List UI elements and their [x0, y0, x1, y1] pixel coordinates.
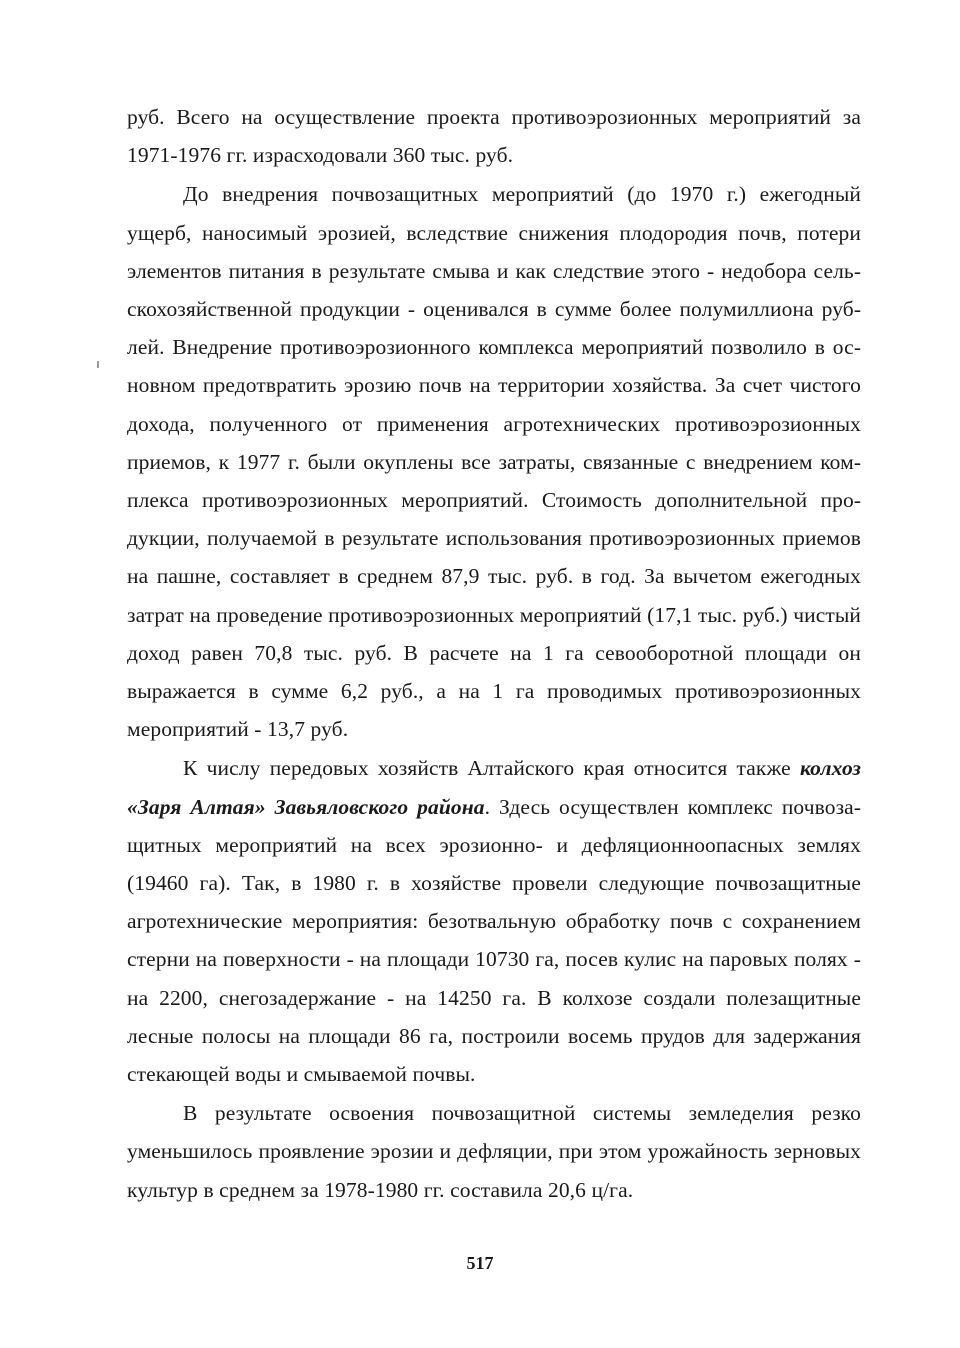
scan-speck: [97, 361, 99, 368]
body-text: [127, 98, 861, 1209]
paragraph-project-costs: руб. Всего на осуществление проекта противоэрозионных мероприятий за 1971-1976 гг. израсходовали 360 тыс. руб.: [127, 105, 861, 168]
farm-name-emphasis: колхоз «Заря Алтая» Завьяловского района: [127, 756, 861, 819]
paragraph-zarya-details: . Здесь осуществлен комплекс почвозащитных мероприятий на всех эрозионно- и дефляционноопасных землях (19460 га). Так, в 1980 г. в хозяйстве провели следующие почвозащитные агротехнические мероприятия: безотвальную обработку почв с сохранением стерни на поверхности - на площади 10730 га, посев кулис на паровых полях - на 2200, снегозадержание - на 14250 га. В колхозе создали полезащитные лесные полосы на площади 86 га, построили восемь прудов для задержания стекающей воды и смываемой почвы.: [127, 794, 861, 1087]
paragraph-zarya-altaya: [127, 749, 861, 1093]
paragraph-results: В результате освоения почвозащитной системы земледелия резко уменьшилось проявление эрозии и дефляции, при этом урожайность зерновых культур в среднем за 1978-1980 гг. составила 20,6 ц/га.: [127, 1101, 861, 1202]
paragraph-zarya-intro: К числу передовых хозяйств Алтайского края относится также: [183, 756, 800, 781]
page-number: 517: [466, 1253, 494, 1273]
paragraph-erosion-damage: До внедрения почвозащитных мероприятий (до 1970 г.) ежегодный ущерб, наносимый эрозией, вследствие снижения плодородия почв, потери элементов питания в результате смыва и как следствие этого - недобора сельскохозяйственной продукции - оценивался в сумме более полумиллиона рублей. Внедрение противоэрозионного комплекса мероприятий позволило в основном предотвратить эрозию почв на территории хозяйства. За счет чистого дохода, полученного от применения агротехнических противоэрозионных приемов, к 1977 г. были окуплены все затраты, связанные с внедрением комплекса противоэрозионных мероприятий. Стоимость дополнительной продукции, получаемой в результате использования противоэрозионных приемов на пашне, составляет в среднем 87,9 тыс. руб. в год. За вычетом ежегодных затрат на проведение противоэрозионных мероприятий (17,1 тыс. руб.) чистый доход равен 70,8 тыс. руб. В расчете на 1 га севооборотной площади он выражается в сумме 6,2 руб., а на 1 га проводимых противоэрозионных мероприятий - 13,7 руб.: [127, 182, 861, 742]
